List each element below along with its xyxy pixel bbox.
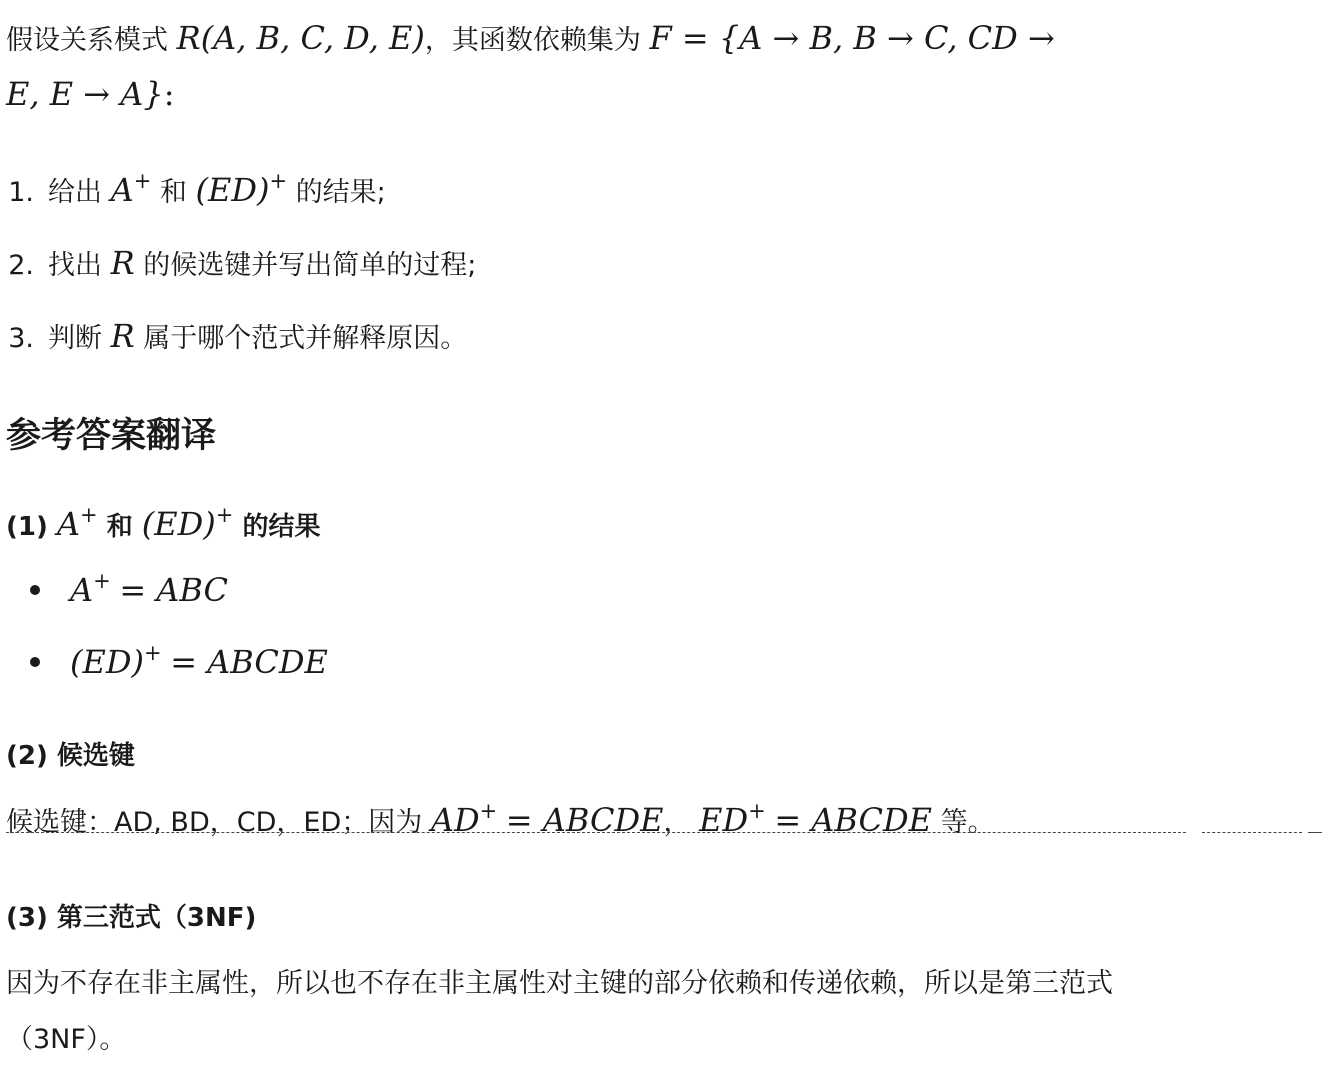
superscript-plus: + [269,169,288,193]
dashed-underline [6,808,1322,824]
superscript-plus: + [215,503,234,527]
closure-a-item [6,570,228,613]
nf-explanation-line-2: （3NF）。 [6,1024,127,1055]
closure-ed-item [6,642,328,685]
math-rhs: = ABCDE [170,643,328,681]
item-text: 的候选键并写出简单的过程; [143,250,477,281]
dashed-segment [1308,832,1322,833]
item-text: 属于哪个范式并解释原因。 [143,323,468,354]
math-a: A [110,171,134,209]
item-text: 和 [159,177,187,208]
math-r: R [110,244,135,282]
fd-set-line-1: F = {A → B, B → C, CD → [649,19,1055,57]
section-1-label: 的结果 [242,512,321,542]
section-3-heading: (3) 第三范式（3NF) [6,903,257,933]
math-a: A [56,505,81,543]
math-lhs: (ED) [70,643,144,681]
section-1-heading [6,504,320,547]
math-ed: (ED) [195,171,270,209]
relation-schema: R(A, B, C, D, E) [176,19,425,57]
math-rhs: = ABCDE [505,801,664,839]
intro-text: 假设关系模式 [6,25,168,56]
math-rhs: = ABCDE [774,801,933,839]
candidate-keys-text: 等。 [940,807,995,838]
fd-set-line-2: E, E → A} [6,75,164,113]
item-number: 3. [8,323,34,354]
section-1-label: (1) [6,512,48,542]
bullet-icon [30,657,40,667]
question-intro-line-1 [6,18,1055,61]
question-intro-line-2 [6,74,174,117]
bullet-icon [30,585,40,595]
question-item-3 [0,316,467,359]
item-number: 2. [8,250,34,281]
item-number: 1. [8,177,34,208]
superscript-plus: + [80,503,98,527]
item-text: 判断 [48,323,102,354]
item-text: 给出 [48,177,102,208]
superscript-plus: + [93,569,111,593]
section-1-label: 和 [106,512,133,542]
math-r: R [110,317,135,355]
answer-title: 参考答案翻译 [6,416,217,456]
intro-colon: : [163,75,175,113]
separator: ， [663,807,691,838]
intro-mid-text: ，其函数依赖集为 [424,25,641,56]
dashed-segment [6,832,1186,833]
dashed-segment [1202,832,1302,833]
superscript-plus: + [133,169,152,193]
question-item-2 [0,243,476,286]
math-rhs: = ABC [119,571,228,609]
nf-explanation-line-1: 因为不存在非主属性，所以也不存在非主属性对主键的部分依赖和传递依赖，所以是第三范式 [6,968,1113,999]
item-text: 找出 [48,250,102,281]
candidate-keys-text: 候选键：AD, BD，CD，ED；因为 [6,807,423,838]
section-2-heading: (2) 候选键 [6,741,135,771]
math-ad: AD [430,801,480,839]
math-lhs: A [70,571,94,609]
superscript-plus: + [143,641,162,665]
item-text: 的结果; [295,177,386,208]
math-ed: (ED) [141,505,216,543]
question-item-1 [0,170,386,213]
math-ed: ED [699,801,749,839]
superscript-plus: + [479,799,498,823]
superscript-plus: + [748,799,766,823]
